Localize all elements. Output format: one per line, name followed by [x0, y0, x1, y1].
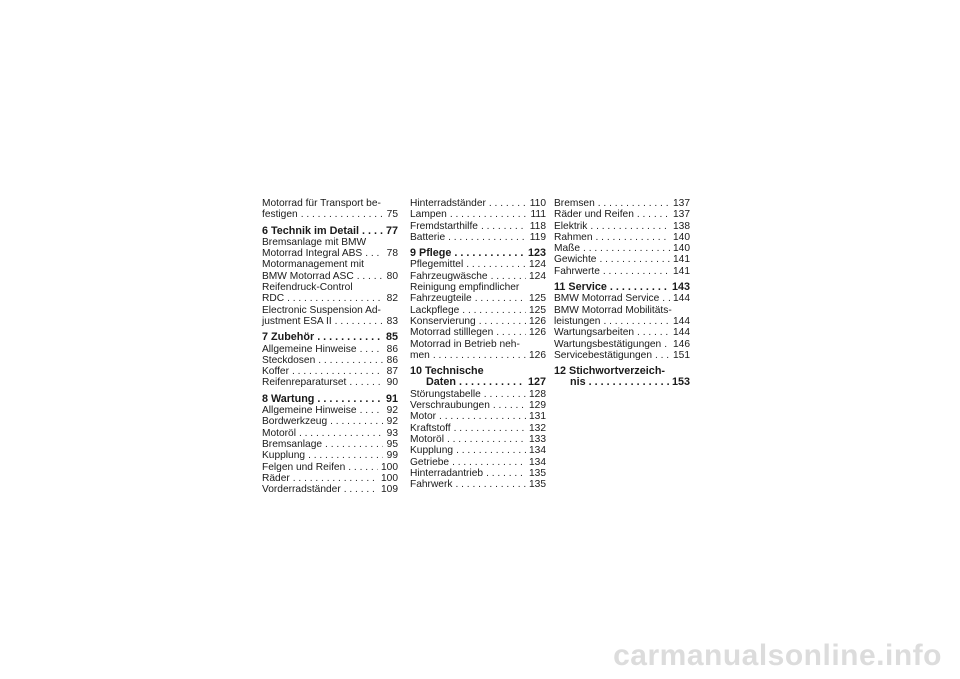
dot-leader [344, 484, 378, 495]
dot-leader [447, 434, 526, 445]
toc-entry[interactable] [262, 282, 398, 305]
toc-entry-line [554, 377, 690, 388]
toc-entry-line [554, 339, 690, 350]
toc-entry-line [262, 377, 398, 388]
toc-entry-title: Koffer [262, 366, 289, 378]
toc-entry[interactable] [262, 305, 398, 328]
toc-entry-line [262, 355, 398, 366]
toc-entry-line [262, 293, 398, 304]
toc-entry-line [410, 377, 546, 388]
toc-entry-page-number: 100 [381, 472, 398, 484]
dot-leader [479, 316, 526, 327]
toc-entry-page-number: 128 [529, 388, 546, 400]
toc-entry-page-number: 93 [386, 427, 398, 439]
toc-column-3 [554, 198, 690, 389]
toc-entry[interactable] [262, 248, 398, 259]
toc-entry-title: RDC [262, 293, 285, 305]
dot-leader [365, 248, 383, 259]
toc-entry-line [410, 350, 546, 361]
toc-entry-title: Rahmen [554, 231, 593, 243]
toc-entry-line [262, 439, 398, 450]
toc-entry[interactable] [410, 389, 546, 400]
toc-entry[interactable] [410, 259, 546, 270]
toc-entry-title: nis [570, 376, 586, 389]
toc-entry-page-number: 132 [529, 422, 546, 434]
toc-entry-line [262, 344, 398, 355]
toc-entry[interactable] [554, 198, 690, 209]
toc-entry-title: Wartungsbestätigungen [554, 338, 662, 350]
toc-entry-title: justment ESA II [262, 315, 332, 327]
toc-chapter-entry[interactable] [410, 366, 546, 389]
toc-entry[interactable] [262, 462, 398, 473]
toc-entry-page-number: 119 [529, 231, 546, 243]
dot-leader [301, 209, 383, 220]
dot-leader [599, 254, 670, 265]
toc-entry-line [410, 232, 546, 243]
toc-entry-line [410, 271, 546, 282]
dot-leader [603, 266, 670, 277]
toc-chapter-entry[interactable] [262, 332, 398, 343]
toc-entry-line [410, 411, 546, 422]
toc-entry-title: Verschraubungen [410, 400, 490, 412]
dot-leader [360, 405, 383, 416]
dot-leader [496, 327, 526, 338]
dot-leader [462, 305, 526, 316]
toc-entry-title: men [410, 349, 430, 361]
toc-entry-title: Allgemeine Hinweise [262, 405, 357, 417]
toc-entry-page-number: 131 [529, 411, 546, 423]
toc-entry[interactable] [410, 434, 546, 445]
toc-entry-page-number: 125 [529, 304, 546, 316]
toc-entry[interactable] [554, 350, 690, 361]
toc-entry-line [262, 394, 398, 405]
toc-entry-line [410, 248, 546, 259]
toc-entry[interactable] [262, 237, 398, 248]
toc-entry-title: Fremdstarthilfe [410, 220, 478, 232]
dot-leader [454, 248, 525, 259]
toc-entry-title: Störungstabelle [410, 388, 481, 400]
toc-entry[interactable] [410, 232, 546, 243]
toc-entry-page-number: 75 [386, 209, 398, 221]
toc-entry-page-number: 140 [673, 231, 690, 243]
toc-entry[interactable] [262, 450, 398, 461]
toc-entry-title: Motorrad stilllegen [410, 327, 494, 339]
toc-chapter-entry[interactable] [262, 226, 398, 237]
toc-entry-page-number: 82 [386, 293, 398, 305]
dot-leader [452, 457, 526, 468]
toc-entry-title: festigen [262, 209, 298, 221]
toc-chapter-entry[interactable] [262, 394, 398, 405]
toc-entry[interactable] [554, 266, 690, 277]
toc-entry-title: leistungen [554, 315, 601, 327]
toc-entry-title: Hinterradständer [410, 198, 486, 209]
toc-entry-page-number: 110 [529, 198, 546, 209]
toc-entry-title: Fahrzeugteile [410, 293, 472, 305]
toc-entry-title: Kupplung [410, 445, 454, 457]
toc-chapter-entry[interactable] [410, 248, 546, 259]
dot-leader [489, 198, 527, 209]
dot-leader [481, 221, 527, 232]
toc-entry-page-number: 126 [529, 327, 546, 339]
toc-entry-title: Elektrik [554, 220, 588, 232]
dot-leader [317, 332, 383, 343]
toc-entry-title: Motoröl [410, 433, 444, 445]
toc-entry-page-number: 146 [673, 338, 690, 350]
toc-entry-page-number: 134 [529, 456, 546, 468]
toc-entry-page-number: 133 [529, 433, 546, 445]
toc-entry-title: Motorrad Integral ABS [262, 248, 363, 260]
toc-entry[interactable] [262, 198, 398, 221]
toc-entry-line [262, 484, 398, 495]
toc-entry-page-number: 127 [527, 376, 546, 389]
toc-entry-page-number: 80 [386, 270, 398, 282]
dot-leader [475, 293, 526, 304]
dot-leader [486, 468, 526, 479]
toc-entry-page-number: 126 [529, 349, 546, 361]
dot-leader [293, 473, 378, 484]
toc-entry-page-number: 126 [529, 315, 546, 327]
toc-entry-line [262, 405, 398, 416]
toc-entry-line [262, 209, 398, 220]
toc-entry[interactable] [262, 377, 398, 388]
toc-entry-title: Felgen und Reifen [262, 461, 346, 473]
toc-entry[interactable] [410, 316, 546, 327]
dot-leader [637, 327, 670, 338]
dot-leader [439, 411, 526, 422]
toc-entry[interactable] [410, 445, 546, 456]
toc-entry-title: Gewichte [554, 254, 597, 266]
toc-entry-line [262, 226, 398, 237]
toc-entry[interactable] [554, 254, 690, 265]
toc-entry[interactable] [410, 468, 546, 479]
toc-entry-title: Räder [262, 472, 290, 484]
dot-leader [603, 316, 670, 327]
toc-entry[interactable] [410, 221, 546, 232]
toc-entry-page-number: 144 [673, 327, 690, 339]
toc-entry[interactable] [262, 366, 398, 377]
toc-entry-page-number: 137 [673, 198, 690, 209]
toc-chapter-entry[interactable] [554, 282, 690, 293]
toc-entry-page-number: 83 [386, 315, 398, 327]
dot-leader [433, 350, 526, 361]
toc-entry-page-number: 124 [529, 270, 546, 282]
toc-entry[interactable] [410, 282, 546, 305]
toc-entry-title: 8 Wartung [262, 392, 315, 405]
toc-entry-page-number: 91 [385, 392, 398, 405]
toc-entry[interactable] [410, 209, 546, 220]
toc-entry-page-number: 100 [381, 461, 398, 473]
toc-entry-line [262, 473, 398, 484]
toc-entry-title: Pflegemittel [410, 259, 464, 271]
toc-entry-title-line: 12 Stichwortverzeich- [554, 365, 666, 378]
dot-leader [484, 389, 526, 400]
toc-entry-page-number: 90 [386, 377, 398, 389]
toc-entry-title: Hinterradantrieb [410, 467, 484, 479]
toc-entry-page-number: 135 [529, 467, 546, 479]
toc-entry-page-number: 87 [386, 366, 398, 378]
toc-entry-title: BMW Motorrad Service [554, 293, 660, 305]
toc-entry-page-number: 92 [386, 405, 398, 417]
toc-entry-page-number: 86 [386, 343, 398, 355]
toc-entry-line [410, 293, 546, 304]
toc-entry[interactable] [262, 344, 398, 355]
dot-leader [664, 339, 670, 350]
dot-leader [491, 271, 526, 282]
toc-entry-line [410, 468, 546, 479]
toc-entry-line [410, 457, 546, 468]
toc-entry-title-line: Electronic Suspension Ad- [262, 304, 381, 316]
toc-entry-page-number: 129 [529, 400, 546, 412]
dot-leader [598, 198, 670, 209]
toc-entry-line [410, 316, 546, 327]
toc-entry-line [554, 350, 690, 361]
dot-leader [610, 282, 669, 293]
toc-entry-title-line: Motormanagement mit [262, 259, 364, 271]
toc-entry[interactable] [554, 243, 690, 254]
toc-entry-line [554, 316, 690, 327]
toc-entry-line [410, 327, 546, 338]
dot-leader [448, 232, 527, 243]
toc-entry-title: 11 Service [554, 281, 607, 294]
toc-entry-page-number: 111 [530, 209, 546, 221]
dot-leader [589, 377, 669, 388]
toc-entry-page-number: 151 [673, 349, 690, 361]
toc-entry-title: Maße [554, 243, 581, 255]
toc-entry[interactable] [262, 405, 398, 416]
toc-entry-page-number: 135 [529, 479, 546, 491]
watermark-text: carmanualsonline.info [613, 639, 942, 672]
dot-leader [466, 259, 526, 270]
toc-entry[interactable] [262, 439, 398, 450]
toc-entry-title: 9 Pflege [410, 247, 452, 260]
dot-leader [330, 416, 383, 427]
toc-entry[interactable] [410, 457, 546, 468]
toc-entry-title-line: BMW Motorrad Mobilitäts- [554, 304, 672, 316]
toc-entry-line [554, 209, 690, 220]
toc-entry-page-number: 137 [673, 209, 690, 221]
toc-entry-title: Kraftstoff [410, 422, 451, 434]
toc-entry[interactable] [410, 479, 546, 490]
toc-entry-page-number: 143 [671, 281, 690, 294]
toc-entry-page-number: 95 [386, 438, 398, 450]
toc-entry[interactable] [554, 293, 690, 304]
toc-entry-page-number: 144 [673, 293, 690, 305]
dot-leader [590, 221, 670, 232]
toc-entry-line [554, 327, 690, 338]
toc-entry-title: Getriebe [410, 456, 450, 468]
toc-entry[interactable] [554, 339, 690, 350]
toc-entry-title: Bremsanlage [262, 438, 323, 450]
toc-entry-line [262, 332, 398, 343]
toc-entry-page-number: 138 [673, 220, 690, 232]
toc-entry-line [410, 221, 546, 232]
toc-entry-title: Vorderradständer [262, 484, 341, 496]
toc-entry-title: Motor [410, 411, 437, 423]
toc-entry-title: Kupplung [262, 450, 306, 462]
toc-entry-line [410, 209, 546, 220]
toc-entry-title: Servicebestätigungen [554, 349, 652, 361]
dot-leader [455, 479, 526, 490]
toc-entry-page-number: 124 [529, 259, 546, 271]
toc-entry-line [262, 366, 398, 377]
toc-entry-title: BMW Motorrad ASC [262, 270, 354, 282]
dot-leader [655, 350, 670, 361]
toc-entry-title-line: Reinigung empfindlicher [410, 282, 520, 294]
dot-leader [292, 366, 383, 377]
toc-entry-title-line: Bremsanlage mit BMW [262, 236, 367, 248]
toc-entry-line [554, 221, 690, 232]
toc-entry-page-number: 86 [386, 354, 398, 366]
dot-leader [360, 344, 383, 355]
toc-entry-title-line: 10 Technische [410, 365, 484, 378]
dot-leader [299, 428, 383, 439]
toc-column-1 [262, 198, 398, 495]
toc-entry-title: 7 Zubehör [262, 331, 315, 344]
toc-entry[interactable] [410, 198, 546, 209]
dot-leader [583, 243, 670, 254]
toc-entry-page-number: 141 [673, 265, 690, 277]
toc-entry-line [262, 271, 398, 282]
toc-entry-title: Batterie [410, 231, 446, 243]
toc-entry-title: Motoröl [262, 427, 296, 439]
toc-entry-title-line: Reifendruck-Control [262, 282, 353, 294]
dot-leader [459, 377, 525, 388]
dot-leader [335, 316, 383, 327]
dot-leader [456, 445, 526, 456]
toc-entry[interactable] [410, 423, 546, 434]
toc-entry[interactable] [410, 305, 546, 316]
toc-entry[interactable] [262, 484, 398, 495]
dot-leader [596, 232, 670, 243]
toc-entry-title: Konservierung [410, 315, 476, 327]
toc-entry-line [554, 198, 690, 209]
toc-entry-title: Bordwerkzeug [262, 416, 328, 428]
toc-entry-line [410, 389, 546, 400]
toc-entry[interactable] [262, 428, 398, 439]
dot-leader [318, 355, 383, 366]
toc-entry-line [554, 266, 690, 277]
toc-entry-title-line: Motorrad für Transport be- [262, 198, 381, 209]
toc-entry[interactable] [262, 473, 398, 484]
dot-leader [450, 209, 528, 220]
toc-entry-line [262, 416, 398, 427]
toc-entry-page-number: 123 [527, 247, 546, 260]
dot-leader [349, 377, 383, 388]
toc-entry-line [262, 428, 398, 439]
toc-entry-page-number: 118 [529, 220, 546, 232]
toc-entry-line [410, 479, 546, 490]
toc-entry-title: 6 Technik im Detail [262, 224, 360, 237]
toc-entry-line [262, 316, 398, 327]
toc-entry-page-number: 153 [671, 376, 690, 389]
toc-entry-page-number: 109 [381, 484, 398, 496]
dot-leader [662, 293, 670, 304]
toc-entry[interactable] [410, 411, 546, 422]
dot-leader [317, 394, 383, 405]
toc-entry-line [262, 462, 398, 473]
toc-entry-title: Fahrwerk [410, 479, 453, 491]
toc-entry-line [410, 445, 546, 456]
toc-entry-title: Lackpflege [410, 304, 460, 316]
dot-leader [454, 423, 526, 434]
toc-entry-page-number: 92 [386, 416, 398, 428]
dot-leader [287, 293, 383, 304]
toc-entry-title: Fahrzeugwäsche [410, 270, 488, 282]
toc-entry[interactable] [554, 232, 690, 243]
toc-entry-page-number: 78 [386, 248, 398, 260]
toc-entry-title: Wartungsarbeiten [554, 327, 635, 339]
toc-entry-title: Allgemeine Hinweise [262, 343, 357, 355]
toc-entry-line [410, 259, 546, 270]
toc-entry-title: Steckdosen [262, 354, 316, 366]
toc-entry-line [410, 400, 546, 411]
toc-entry-title: Lampen [410, 209, 447, 221]
toc-chapter-entry[interactable] [554, 366, 690, 389]
toc-entry-title: Daten [426, 376, 456, 389]
toc-entry-line [410, 423, 546, 434]
toc-entry[interactable] [554, 327, 690, 338]
dot-leader [637, 209, 670, 220]
toc-entry[interactable] [554, 305, 690, 328]
dot-leader [325, 439, 383, 450]
toc-entry-line [554, 232, 690, 243]
toc-entry[interactable] [410, 400, 546, 411]
toc-entry[interactable] [554, 221, 690, 232]
toc-entry-title: Bremsen [554, 198, 595, 209]
toc-entry-page-number: 85 [385, 331, 398, 344]
toc-entry-page-number: 125 [529, 293, 546, 305]
dot-leader [357, 271, 383, 282]
toc-entry-line [262, 450, 398, 461]
toc-entry-title: Fahrwerte [554, 265, 600, 277]
toc-entry-line [410, 434, 546, 445]
toc-entry-line [554, 243, 690, 254]
toc-entry-title: Reifenreparaturset [262, 377, 347, 389]
toc-entry-line [554, 293, 690, 304]
dot-leader [362, 226, 383, 237]
toc-entry[interactable] [262, 416, 398, 427]
toc-entry[interactable] [410, 271, 546, 282]
toc-entry[interactable] [554, 209, 690, 220]
toc-entry[interactable] [410, 327, 546, 338]
toc-entry-line [554, 254, 690, 265]
toc-entry-page-number: 134 [529, 445, 546, 457]
toc-entry-title-line: Motorrad in Betrieb neh- [410, 338, 520, 350]
toc-entry-line [262, 248, 398, 259]
toc-entry-line [410, 305, 546, 316]
toc-entry-page-number: 144 [673, 315, 690, 327]
dot-leader [308, 450, 383, 461]
toc-entry-title: Räder und Reifen [554, 209, 634, 221]
toc-entry[interactable] [410, 339, 546, 362]
dot-leader [348, 462, 378, 473]
toc-entry-page-number: 77 [385, 224, 398, 237]
toc-column-2 [410, 198, 546, 490]
toc-entry-page-number: 140 [673, 243, 690, 255]
dot-leader [493, 400, 526, 411]
toc-entry[interactable] [262, 355, 398, 366]
toc-entry-page-number: 99 [386, 450, 398, 462]
toc-entry-page-number: 141 [673, 254, 690, 266]
toc-entry-line [410, 198, 546, 209]
toc-entry-line [554, 282, 690, 293]
toc-entry[interactable] [262, 259, 398, 282]
